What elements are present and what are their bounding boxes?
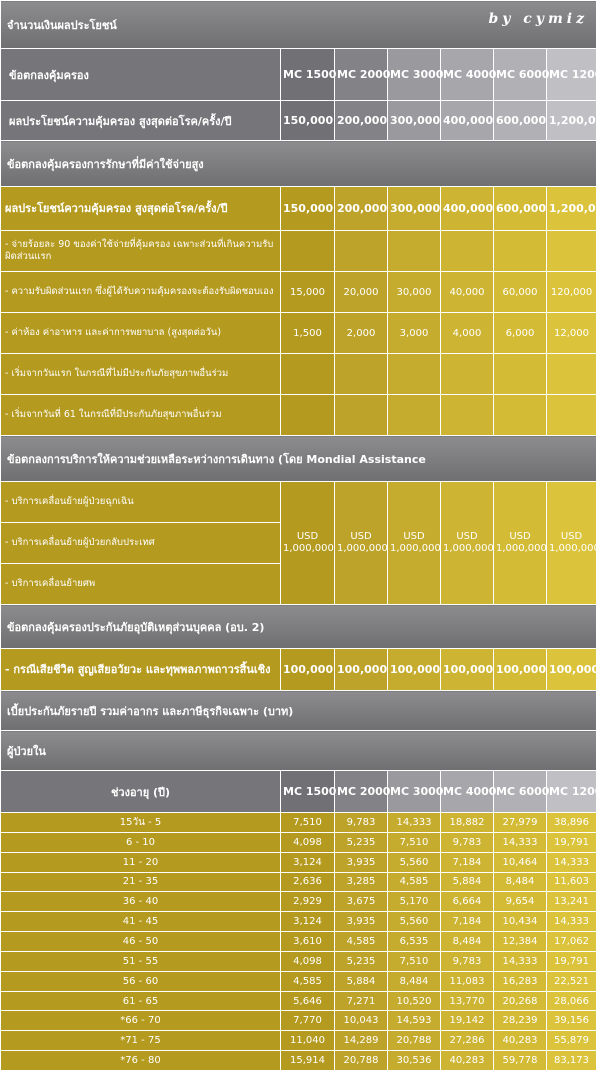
high-cost-row [1, 354, 597, 395]
premium-value: 7,770 [281, 1011, 335, 1031]
usd-amount: 1,000,000 [337, 543, 388, 554]
premium-value: 5,560 [388, 852, 441, 872]
usd-amount: 1,000,000 [549, 543, 600, 554]
assistance-header: ข้อตกลงการบริการให้ความช่วยเหลือระหว่างการเดินทาง (โดย Mondial Assistance [1, 436, 597, 482]
assistance-label: - บริการเคลื่อนย้ายผู้ป่วยกลับประเทศ [1, 523, 281, 564]
premium-value: 22,521 [547, 971, 597, 991]
premium-row [1, 852, 597, 872]
age-range: 36 - 40 [1, 892, 281, 912]
accident-row [1, 649, 597, 691]
premium-value: 20,268 [494, 991, 547, 1011]
accident-value: 100,000 [335, 649, 388, 691]
premium-value: 5,646 [281, 991, 335, 1011]
accident-label: - กรณีเสียชีวิต สูญเสียอวัยวะ และทุพพลภาพถาวรสิ้นเชิง [1, 649, 281, 691]
premium-row [1, 991, 597, 1011]
high-cost-max-row [1, 187, 597, 231]
premium-value: 2,929 [281, 892, 335, 912]
premium-row [1, 1011, 597, 1031]
high-cost-value: 2,000 [335, 313, 388, 354]
premium-value: 9,783 [335, 813, 388, 833]
max-benefit-value: 300,000 [388, 101, 441, 141]
high-cost-value [441, 231, 494, 272]
premium-value: 83,173 [547, 1051, 597, 1071]
high-cost-value [494, 354, 547, 395]
plan-name: MC 1500 [281, 771, 335, 813]
premium-value: 2,636 [281, 872, 335, 892]
premium-row [1, 813, 597, 833]
high-cost-value: 120,000 [547, 272, 597, 313]
plan-name: MC 2000 [335, 49, 388, 101]
premium-value: 11,040 [281, 1031, 335, 1051]
premium-value: 14,593 [388, 1011, 441, 1031]
assistance-row [1, 482, 597, 523]
premium-value: 19,791 [547, 832, 597, 852]
high-cost-value [494, 395, 547, 436]
premium-value: 3,675 [335, 892, 388, 912]
high-cost-max-value: 150,000 [281, 187, 335, 231]
high-cost-value: 15,000 [281, 272, 335, 313]
high-cost-max-label: ผลประโยชน์ความคุ้มครอง สูงสุดต่อโรค/ครั้ง/ปี [1, 187, 281, 231]
high-cost-value: 60,000 [494, 272, 547, 313]
assistance-limit [547, 482, 600, 605]
high-cost-max-value: 600,000 [494, 187, 547, 231]
premium-value: 4,585 [281, 971, 335, 991]
age-range-header: ช่วงอายุ (ปี) [1, 771, 281, 813]
premium-value: 28,239 [494, 1011, 547, 1031]
accident-value: 100,000 [281, 649, 335, 691]
section-header-row [1, 731, 597, 771]
max-benefit-value: 600,000 [494, 101, 547, 141]
premium-value: 30,536 [388, 1051, 441, 1071]
premium-value: 5,235 [335, 832, 388, 852]
premium-value: 5,235 [335, 951, 388, 971]
age-range: 11 - 20 [1, 852, 281, 872]
assistance-label: - บริการเคลื่อนย้ายผู้ป่วยฉุกเฉิน [1, 482, 281, 523]
high-cost-max-value: 1,200,000 [547, 187, 597, 231]
premium-value: 3,610 [281, 932, 335, 952]
assistance-limit [441, 482, 494, 605]
plan-name: MC 12000 [547, 49, 597, 101]
high-cost-label: - ความรับผิดส่วนแรก ซึ่งผู้ได้รับความคุ้มครองจะต้องรับผิดชอบเอง [1, 272, 281, 313]
assistance-limit [388, 482, 441, 605]
premium-value: 13,770 [441, 991, 494, 1011]
plan-name: MC 3000 [388, 49, 441, 101]
high-cost-value: 1,500 [281, 313, 335, 354]
premium-value: 13,241 [547, 892, 597, 912]
premium-value: 8,484 [388, 971, 441, 991]
premium-value: 3,124 [281, 852, 335, 872]
premium-value: 27,286 [441, 1031, 494, 1051]
max-benefit-value: 200,000 [335, 101, 388, 141]
high-cost-value [441, 354, 494, 395]
section-header-row [1, 605, 597, 649]
title-row [1, 1, 597, 49]
high-cost-value [494, 231, 547, 272]
age-range: 21 - 35 [1, 872, 281, 892]
section-header-row [1, 141, 597, 187]
section-header-row [1, 691, 597, 731]
accident-value: 100,000 [388, 649, 441, 691]
premium-value: 8,484 [494, 872, 547, 892]
premium-value: 5,884 [441, 872, 494, 892]
accident-value: 100,000 [547, 649, 597, 691]
age-range: 41 - 45 [1, 912, 281, 932]
premium-value: 14,333 [547, 912, 597, 932]
premium-value: 7,184 [441, 852, 494, 872]
premium-value: 19,791 [547, 951, 597, 971]
usd-label: USD [296, 531, 319, 542]
high-cost-label: - เริ่มจากวันแรก ในกรณีที่ไม่มีประกันภัยสุขภาพอื่นร่วม [1, 354, 281, 395]
assistance-limit [281, 482, 335, 605]
premium-value: 28,066 [547, 991, 597, 1011]
premium-value: 5,884 [335, 971, 388, 991]
usd-label: USD [350, 531, 372, 542]
high-cost-value [547, 231, 597, 272]
premium-value: 4,585 [335, 932, 388, 952]
high-cost-value: 4,000 [441, 313, 494, 354]
usd-amount: 1,000,000 [283, 543, 334, 554]
usd-amount: 1,000,000 [390, 543, 441, 554]
high-cost-value [388, 231, 441, 272]
usd-amount: 1,000,000 [443, 543, 494, 554]
premium-value: 4,098 [281, 951, 335, 971]
plan-name: MC 6000 [494, 771, 547, 813]
premium-value: 39,156 [547, 1011, 597, 1031]
premium-value: 4,585 [388, 872, 441, 892]
age-range: 51 - 55 [1, 951, 281, 971]
age-range: 6 - 10 [1, 832, 281, 852]
high-cost-value: 20,000 [335, 272, 388, 313]
premium-value: 3,124 [281, 912, 335, 932]
high-cost-value [547, 354, 597, 395]
premium-row [1, 912, 597, 932]
title-bar [1, 1, 597, 49]
premium-value: 10,434 [494, 912, 547, 932]
premium-value: 14,333 [494, 951, 547, 971]
usd-label: USD [560, 531, 583, 542]
max-benefit-row [1, 101, 597, 141]
high-cost-value [335, 395, 388, 436]
inpatient-header: ผู้ป่วยใน [1, 731, 597, 771]
high-cost-row [1, 395, 597, 436]
premium-row [1, 832, 597, 852]
premium-value: 6,664 [441, 892, 494, 912]
premium-value: 19,142 [441, 1011, 494, 1031]
high-cost-value: 40,000 [441, 272, 494, 313]
high-cost-max-value: 300,000 [388, 187, 441, 231]
high-cost-value: 6,000 [494, 313, 547, 354]
premium-value: 6,535 [388, 932, 441, 952]
high-cost-max-value: 200,000 [335, 187, 388, 231]
premium-value: 55,879 [547, 1031, 597, 1051]
premium-value: 10,520 [388, 991, 441, 1011]
assistance-label: - บริการเคลื่อนย้ายศพ [1, 564, 281, 605]
high-cost-value [547, 395, 597, 436]
premium-value: 12,384 [494, 932, 547, 952]
high-cost-value [281, 395, 335, 436]
premium-value: 15,914 [281, 1051, 335, 1071]
premium-value: 27,979 [494, 813, 547, 833]
max-benefit-value: 150,000 [281, 101, 335, 141]
age-range: 46 - 50 [1, 932, 281, 952]
premium-value: 5,560 [388, 912, 441, 932]
premium-value: 14,289 [335, 1031, 388, 1051]
accident-value: 100,000 [441, 649, 494, 691]
premium-value: 14,333 [547, 852, 597, 872]
premium-value: 9,783 [441, 832, 494, 852]
premium-value: 10,043 [335, 1011, 388, 1031]
accident-header: ข้อตกลงคุ้มครองประกันภัยอุบัติเหตุส่วนบุคคล (อบ. 2) [1, 605, 597, 649]
premium-value: 10,464 [494, 852, 547, 872]
plan-name: MC 2000 [335, 771, 388, 813]
plan-name: MC 1500 [281, 49, 335, 101]
high-cost-value [388, 354, 441, 395]
high-cost-label: - จ่ายร้อยละ 90 ของค่าใช้จ่ายที่คุ้มครอง เฉพาะส่วนที่เกินความรับผิดส่วนแรก [1, 231, 281, 272]
premium-value: 7,510 [388, 832, 441, 852]
premium-value: 3,935 [335, 852, 388, 872]
premium-plan-row [1, 771, 597, 813]
premium-value: 7,271 [335, 991, 388, 1011]
high-cost-value [281, 354, 335, 395]
section-header-row [1, 436, 597, 482]
premium-header: เบี้ยประกันภัยรายปี รวมค่าอากร และภาษีธุรกิจเฉพาะ (บาท) [1, 691, 597, 731]
premium-value: 9,783 [441, 951, 494, 971]
premium-row [1, 951, 597, 971]
premium-value: 38,896 [547, 813, 597, 833]
high-cost-label: - เริ่มจากวันที่ 61 ในกรณีที่มีประกันภัยสุขภาพอื่นร่วม [1, 395, 281, 436]
premium-value: 11,603 [547, 872, 597, 892]
max-benefit-value: 400,000 [441, 101, 494, 141]
high-cost-value [335, 354, 388, 395]
high-cost-header: ข้อตกลงคุ้มครองการรักษาที่มีค่าใช้จ่ายสูง [1, 141, 597, 187]
age-range: 15วัน - 5 [1, 813, 281, 833]
premium-row [1, 892, 597, 912]
premium-value: 20,788 [335, 1051, 388, 1071]
age-range: *66 - 70 [1, 1011, 281, 1031]
premium-value: 8,484 [441, 932, 494, 952]
assistance-limit [335, 482, 388, 605]
coverage-header: ข้อตกลงคุ้มครอง [1, 49, 281, 101]
premium-value: 5,170 [388, 892, 441, 912]
age-range: *76 - 80 [1, 1051, 281, 1071]
high-cost-value: 12,000 [547, 313, 597, 354]
premium-value: 4,098 [281, 832, 335, 852]
high-cost-max-value: 400,000 [441, 187, 494, 231]
high-cost-value [335, 231, 388, 272]
premium-row [1, 932, 597, 952]
premium-row [1, 971, 597, 991]
max-benefit-label: ผลประโยชน์ความคุ้มครอง สูงสุดต่อโรค/ครั้ง/ปี [1, 101, 281, 141]
age-range: *71 - 75 [1, 1031, 281, 1051]
max-benefit-value: 1,200,000 [547, 101, 597, 141]
premium-value: 40,283 [441, 1051, 494, 1071]
premium-value: 7,184 [441, 912, 494, 932]
premium-value: 40,283 [494, 1031, 547, 1051]
premium-value: 11,083 [441, 971, 494, 991]
usd-label: USD [456, 531, 478, 542]
high-cost-value [441, 395, 494, 436]
premium-value: 3,285 [335, 872, 388, 892]
premium-value: 17,062 [547, 932, 597, 952]
plan-name: MC 3000 [388, 771, 441, 813]
high-cost-row [1, 313, 597, 354]
age-range: 56 - 60 [1, 971, 281, 991]
premium-row [1, 872, 597, 892]
high-cost-value [388, 395, 441, 436]
page-title: จำนวนเงินผลประโยชน์ [7, 18, 117, 32]
premium-value: 16,283 [494, 971, 547, 991]
premium-value: 59,778 [494, 1051, 547, 1071]
premium-value: 3,935 [335, 912, 388, 932]
premium-value: 7,510 [388, 951, 441, 971]
premium-value: 20,788 [388, 1031, 441, 1051]
age-range: 61 - 65 [1, 991, 281, 1011]
plan-name: MC 4000 [441, 49, 494, 101]
brand-mark: by cymiz [488, 11, 589, 27]
high-cost-row [1, 231, 597, 272]
high-cost-value: 30,000 [388, 272, 441, 313]
plan-header-row [1, 49, 597, 101]
high-cost-label: - ค่าห้อง ค่าอาหาร และค่าการพยาบาล (สูงสุดต่อวัน) [1, 313, 281, 354]
premium-row [1, 1031, 597, 1051]
high-cost-row [1, 272, 597, 313]
plan-name: MC 6000 [494, 49, 547, 101]
usd-amount: 1,000,000 [496, 543, 547, 554]
plan-name: MC 4000 [441, 771, 494, 813]
high-cost-value: 3,000 [388, 313, 441, 354]
premium-value: 7,510 [281, 813, 335, 833]
accident-value: 100,000 [494, 649, 547, 691]
premium-value: 18,882 [441, 813, 494, 833]
premium-value: 14,333 [388, 813, 441, 833]
premium-row [1, 1051, 597, 1071]
usd-label: USD [509, 531, 531, 542]
high-cost-value [281, 231, 335, 272]
premium-value: 9,654 [494, 892, 547, 912]
plan-name: MC 12000 [547, 771, 597, 813]
premium-value: 14,333 [494, 832, 547, 852]
assistance-limit [494, 482, 547, 605]
usd-label: USD [403, 531, 425, 542]
